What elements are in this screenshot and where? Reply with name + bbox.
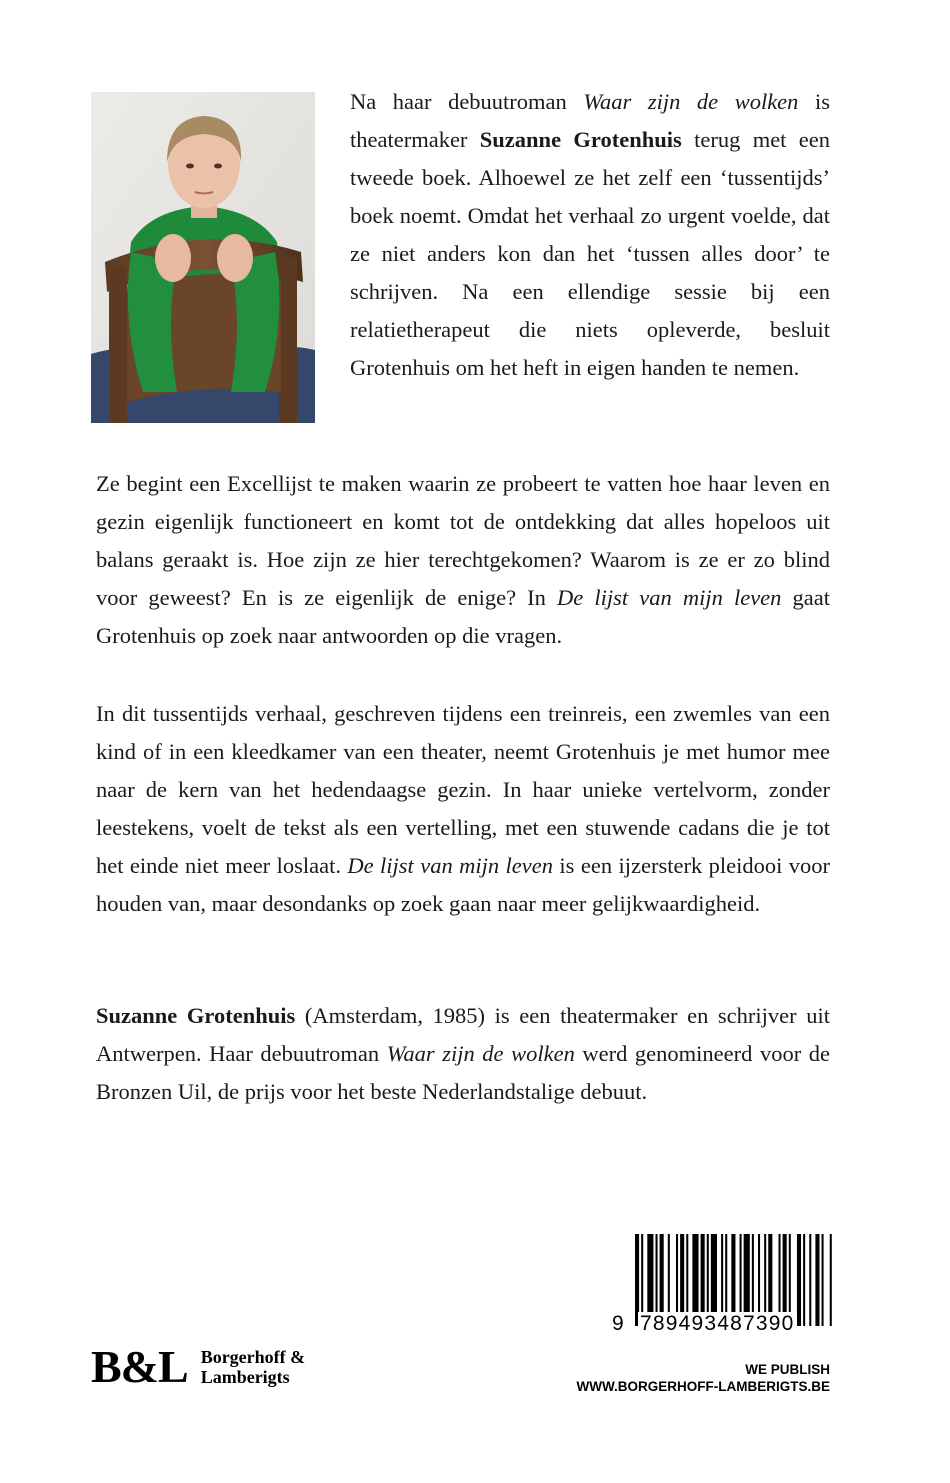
author-bio	[96, 997, 830, 1111]
publisher-logo	[91, 1342, 305, 1392]
book-title: De lijst van mijn leven	[557, 585, 782, 610]
summary-text-1: Ze begint een Excellijst te maken waarin ze probeert te vatten hoe haar leven en gezin eigenlijk functioneert en komt tot de ontdekking dat alles hopeloos uit balans geraakt is. Hoe zijn ze hier terechtgekomen? Waarom is ze er zo blind voor geweest? En is ze eigenlijk de enige? In	[96, 471, 830, 610]
book-title: De lijst van mijn leven	[347, 853, 553, 878]
debut-title: Waar zijn de wolken	[386, 1041, 575, 1066]
bio-text-2: werd genomineerd voor de Bronzen Uil, de prijs voor het beste Nederlandstalige debuut.	[96, 1041, 830, 1104]
debut-title: Waar zijn de wolken	[583, 89, 799, 114]
isbn-first-digit: 9	[612, 1312, 625, 1335]
publisher-name-line1: Borgerhoff &	[200, 1347, 306, 1367]
publisher-name	[201, 1347, 305, 1387]
intro-text-3: terug met een tweede boek. Alhoewel ze het zelf een ‘tussentijds’ boek noemt. Omdat het verhaal zo urgent voelde, dat ze niet anders kon dan het ‘tussen alles door’ te schrijven. Na een ellendige sessie bij een relatietherapeut die niets opleverde, besluit Grotenhuis om het heft in eigen handen te nemen.	[350, 127, 830, 380]
publisher-footer	[577, 1361, 830, 1395]
summary-text-2: gaat Grotenhuis op zoek naar antwoorden op die vragen.	[96, 585, 831, 648]
summary-paragraph	[96, 465, 830, 655]
bio-text-1: (Amsterdam, 1985) is een theatermaker en schrijver uit Antwerpen. Haar debuutroman	[96, 1003, 830, 1066]
review-paragraph	[96, 695, 830, 923]
review-text-2: is een ijzersterk pleidooi voor houden van, maar desondanks op zoek gaan naar meer gelijkwaardigheid.	[96, 853, 831, 916]
publisher-name-line2: Lamberigts	[200, 1367, 290, 1387]
publisher-url: WWW.BORGERHOFF-LAMBERIGTS.BE	[576, 1379, 830, 1394]
isbn-number: 789493487390	[640, 1312, 795, 1335]
publisher-tagline: WE PUBLISH	[745, 1362, 830, 1377]
intro-text-2: is theatermaker	[350, 89, 830, 152]
intro-paragraph	[350, 83, 830, 387]
author-photo	[91, 92, 315, 423]
author-name: Suzanne Grotenhuis	[479, 127, 682, 152]
isbn-digits	[612, 1312, 832, 1336]
author-name: Suzanne Grotenhuis	[96, 1003, 296, 1028]
logo-mark: B&L	[91, 1341, 188, 1392]
review-text-1: In dit tussentijds verhaal, geschreven tijdens een treinreis, een zwemles van een kind of in een kleedkamer van een theater, neemt Grotenhuis je met humor mee naar de kern van het hedendaagse gezin. In haar unieke vertelvorm, zonder leestekens, voelt de tekst als een vertelling, met een stuwende cadans die je tot het einde niet meer loslaat.	[96, 701, 830, 878]
intro-text-1: Na haar debuutroman	[350, 89, 584, 114]
